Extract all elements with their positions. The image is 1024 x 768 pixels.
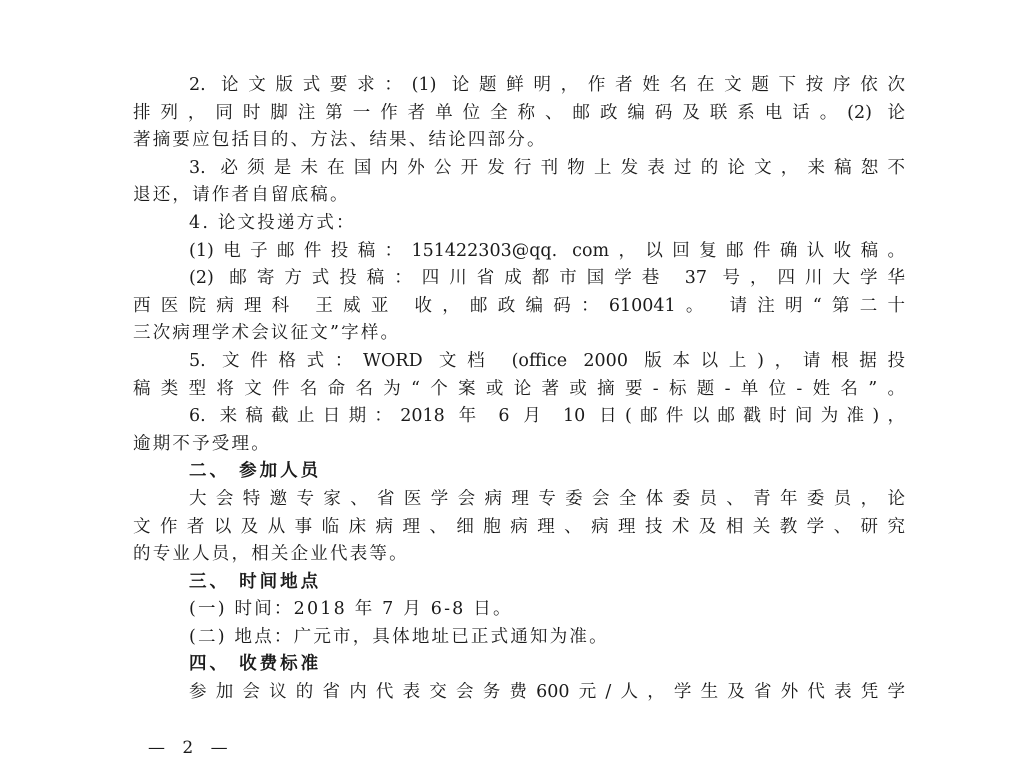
paragraph-line: 文作者以及从事临床病理、细胞病理、病理技术及相关教学、研究 (133, 516, 905, 537)
paragraph-line: 退还，请作者自留底稿。 (133, 185, 350, 206)
paragraph-line: (一) 时间：2018 年 7 月 6-8 日。 (189, 599, 513, 620)
section-heading: 四、 收费标准 (189, 654, 322, 675)
paragraph-line: 6. 来稿截止日期：2018 年 6 月 10 日(邮件以邮戳时间为准)， (189, 406, 905, 427)
paragraph-line: (2) 邮寄方式投稿：四川省成都市国学巷 37 号，四川大学华 (189, 268, 905, 289)
paragraph-line: 4. 论文投递方式： (189, 212, 356, 233)
paragraph-line: 大会特邀专家、省医学会病理专委会全体委员、青年委员，论 (189, 488, 905, 509)
paragraph-line: 著摘要应包括目的、方法、结果、结论四部分。 (133, 130, 547, 151)
paragraph-line: 排列，同时脚注第一作者单位全称、邮政编码及联系电话。(2) 论 (133, 102, 905, 123)
section-heading: 二、 参加人员 (189, 461, 322, 482)
paragraph-line: (二) 地点：广元市，具体地址已正式通知为准。 (189, 626, 609, 647)
paragraph-line: (1)电子邮件投稿：151422303@qq. com，以回复邮件确认收稿。 (189, 240, 905, 261)
paragraph-line: 3. 必须是未在国内外公开发行刊物上发表过的论文，来稿恕不 (189, 157, 905, 178)
paragraph-line: 5. 文件格式：WORD 文档 (office 2000 版本以上)，请根据投 (189, 350, 905, 371)
paragraph-line: 稿类型将文件名命名为“个案或论著或摘要-标题-单位-姓名”。 (133, 378, 905, 399)
paragraph-line: 三次病理学术会议征文”字样。 (133, 323, 401, 344)
section-heading: 三、 时间地点 (189, 571, 322, 592)
paragraph-line: 参加会议的省内代表交会务费600元/人，学生及省外代表凭学 (189, 682, 905, 703)
paragraph-line: 2. 论文版式要求：(1) 论题鲜明，作者姓名在文题下按序依次 (189, 75, 905, 95)
document-body (133, 72, 905, 707)
paragraph-line: 逾期不予受理。 (133, 433, 271, 454)
paragraph-line: 的专业人员，相关企业代表等。 (133, 544, 409, 565)
paragraph-line: 西医院病理科 王威亚 收，邮政编码：610041。 请注明“第二十 (133, 295, 905, 316)
page-number: — 2 — (148, 738, 234, 758)
